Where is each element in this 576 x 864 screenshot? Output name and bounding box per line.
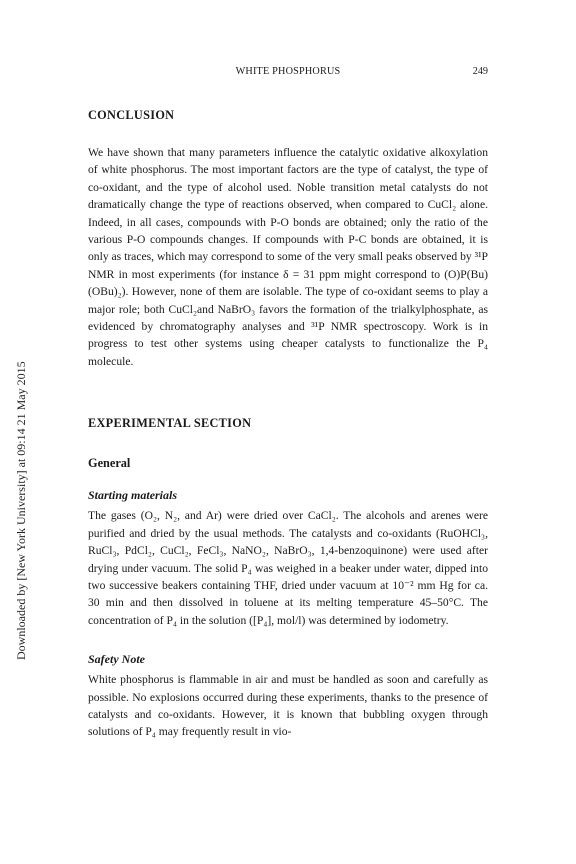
experimental-heading: EXPERIMENTAL SECTION bbox=[88, 416, 252, 431]
safety-note-heading: Safety Note bbox=[88, 652, 145, 667]
page-number: 249 bbox=[472, 66, 488, 77]
conclusion-paragraph: We have shown that many parameters influence the catalytic oxidative alkoxylation of white phosphorus. The most important factors are the type of catalyst, the type of co-oxidant, and the type of alcohol used. Noble transition metal catalysts do not dramatically change the type of reactions observed, when compared to CuCl₂ alone. Indeed, in all cases, compounds with P-O bonds are obtained; only the ratio of the various P-O compounds changes. If compounds with P-C bonds are obtained, it is only as traces, which may correspond to some of the very small peaks observed by ³¹P NMR in most experiments (for instance δ = 31 ppm might correspond to (O)P(Bu)(OBu)₂). However, none of them are isolable. The type of co-oxidant seems to play a major role; both CuCl₂and NaBrO₃ favors the formation of the trialkylphosphate, as evidenced by chromatography analyses and ³¹P NMR spectroscopy. Work is in progress to test other systems using cheaper catalysts to functionalize the P₄ molecule. bbox=[88, 146, 488, 368]
page-body bbox=[88, 108, 488, 741]
conclusion-heading: CONCLUSION bbox=[88, 108, 175, 122]
general-heading: General bbox=[88, 456, 131, 471]
starting-materials-paragraph: The gases (O₂, N₂, and Ar) were dried over CaCl₂. The alcohols and arenes were purified and dried by the usual methods. The catalysts and co-oxidants (RuOHCl₃, RuCl₃, PdCl₂, CuCl₂, FeCl₃, NaNO₂, NaBrO₃, 1,4-benzoquinone) were used after drying under vacuum. The solid P₄ was weighed in a beaker under water, dipped into two successive beakers containing THF, dried under vacuum at 10⁻² mm Hg for ca. 30 min and then dissolved in toluene at its melting temperature 45–50°C. The concentration of P₄ in the solution ([P₄], mol/l) was determined by iodometry. bbox=[88, 509, 488, 627]
safety-note-paragraph: White phosphorus is flammable in air and must be handled as soon and carefully as possible. No explosions occurred during these experiments, thanks to the presence of catalysts and co-oxidants. However, it is known that bubbling oxygen through solutions of P₄ may frequently result in vio- bbox=[88, 673, 488, 739]
running-title: WHITE PHOSPHORUS bbox=[235, 66, 341, 77]
starting-materials-heading: Starting materials bbox=[88, 488, 178, 503]
running-header bbox=[88, 66, 488, 82]
download-watermark: Downloaded by [New York University] at 09:14 21 May 2015 bbox=[14, 361, 28, 660]
